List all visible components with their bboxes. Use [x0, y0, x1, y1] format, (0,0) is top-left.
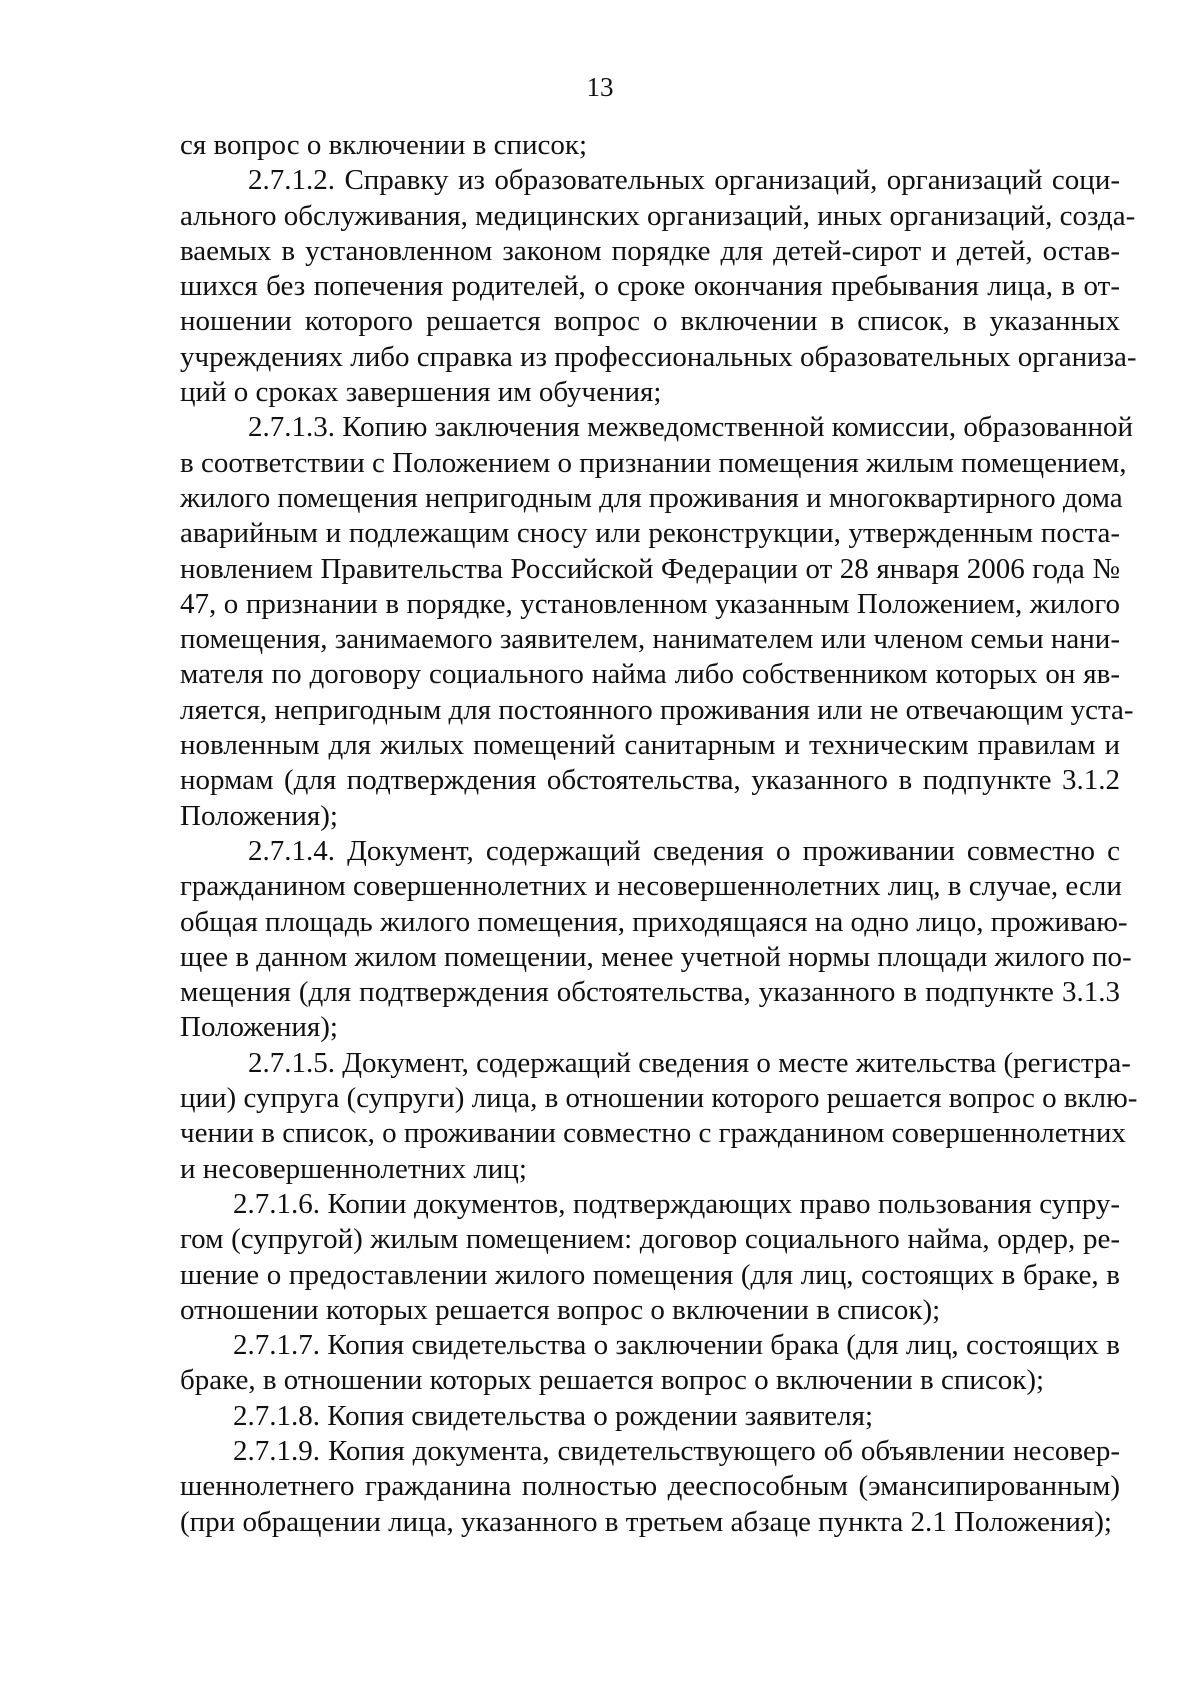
text-line: 2.7.1.6. Копии документов, подтверждающих право пользования супру- — [233, 1187, 1120, 1220]
text-line: 2.7.1.5. Документ, содержащий сведения о месте жительства (регистра- — [248, 1046, 1131, 1079]
text-line: 2.7.1.7. Копия свидетельства о заключении брака (для лиц, состоящих в — [233, 1329, 1120, 1362]
text-line: браке, в отношении которых решается вопрос о включении в список); — [180, 1364, 1045, 1397]
text-line: шеннолетнего гражданина полностью дееспособным (эмансипированным) — [180, 1470, 1120, 1503]
text-line: помещения, занимаемого заявителем, нанимателем или членом семьи нани- — [180, 623, 1120, 656]
text-line: новленным для жилых помещений санитарным и техническим правилам и — [180, 729, 1120, 762]
text-line: Положения); — [180, 1011, 338, 1044]
text-line: отношении которых решается вопрос о включении в список); — [180, 1293, 941, 1326]
paragraph-2-7-1-6 — [180, 1187, 1120, 1328]
paragraph-continuation — [180, 128, 1120, 163]
text-line: шение о предоставлении жилого помещения (для лиц, состоящих в браке, в — [180, 1258, 1120, 1291]
text-line: ношении которого решается вопрос о включении в список, в указанных — [180, 305, 1120, 338]
text-line: 2.7.1.8. Копия свидетельства о рождении заявителя; — [233, 1399, 873, 1432]
text-line: и несовершеннолетних лиц; — [180, 1152, 527, 1185]
text-line: 2.7.1.9. Копия документа, свидетельствующего об объявлении несовер- — [233, 1434, 1120, 1467]
text-line: ции) супруга (супруги) лица, в отношении которого решается вопрос о вклю- — [180, 1082, 1138, 1115]
text-line: аварийным и подлежащим сносу или реконструкции, утвержденным поста- — [180, 517, 1120, 550]
text-line: гражданином совершеннолетних и несовершеннолетних лиц, в случае, если — [180, 870, 1122, 903]
text-line: жилого помещения непригодным для проживания и многоквартирного дома — [180, 481, 1123, 514]
paragraph-2-7-1-5 — [180, 1046, 1138, 1187]
text-line: ций о сроках завершения им обучения; — [180, 376, 662, 409]
text-line: 2.7.1.2. Справку из образовательных организаций, организаций соци- — [248, 164, 1120, 197]
text-line: ального обслуживания, медицинских организаций, иных организаций, созда- — [180, 199, 1136, 232]
paragraph-2-7-1-7 — [180, 1328, 1120, 1399]
document-body — [180, 128, 1138, 1540]
text-line: новлением Правительства Российской Федерации от 28 января 2006 года № — [180, 552, 1120, 585]
text-line: ся вопрос о включении в список; — [180, 129, 588, 161]
text-line: общая площадь жилого помещения, приходящаяся на одно лицо, проживаю- — [180, 905, 1128, 938]
text-line: 2.7.1.4. Документ, содержащий сведения о проживании совместно с — [248, 834, 1120, 867]
text-line: шихся без попечения родителей, о сроке окончания пребывания лица, в от- — [180, 270, 1120, 303]
text-line: мещения (для подтверждения обстоятельства, указанного в подпункте 3.1.3 — [180, 976, 1120, 1009]
text-line: щее в данном жилом помещении, менее учетной нормы площади жилого по- — [180, 940, 1132, 973]
text-line: мателя по договору социального найма либо собственником которых он яв- — [180, 658, 1120, 691]
text-line: ляется, непригодным для постоянного проживания или не отвечающим уста- — [180, 693, 1134, 726]
text-line: Положения); — [180, 799, 338, 832]
paragraph-2-7-1-2 — [180, 163, 1137, 410]
paragraph-2-7-1-4 — [180, 834, 1132, 1046]
paragraph-2-7-1-9 — [180, 1434, 1120, 1540]
paragraph-2-7-1-3 — [180, 410, 1134, 834]
text-line: 47, о признании в порядке, установленном указанным Положением, жилого — [180, 587, 1120, 620]
text-line: в соответствии с Положением о признании помещения жилым помещением, — [180, 446, 1127, 479]
text-line: чении в список, о проживании совместно с гражданином совершеннолетних — [180, 1117, 1126, 1150]
text-line: ваемых в установленном законом порядке для детей-сирот и детей, остав- — [180, 234, 1120, 267]
page-number: 13 — [586, 72, 614, 102]
text-line: 2.7.1.3. Копию заключения межведомственной комиссии, образованной — [248, 411, 1134, 444]
text-line: гом (супругой) жилым помещением: договор социального найма, ордер, ре- — [180, 1223, 1120, 1256]
text-line: нормам (для подтверждения обстоятельства, указанного в подпункте 3.1.2 — [180, 764, 1120, 797]
text-line: (при обращении лица, указанного в третьем абзаце пункта 2.1 Положения); — [180, 1505, 1112, 1538]
paragraph-2-7-1-8 — [180, 1399, 1120, 1434]
text-line: учреждениях либо справка из профессиональных образовательных организа- — [180, 340, 1137, 373]
